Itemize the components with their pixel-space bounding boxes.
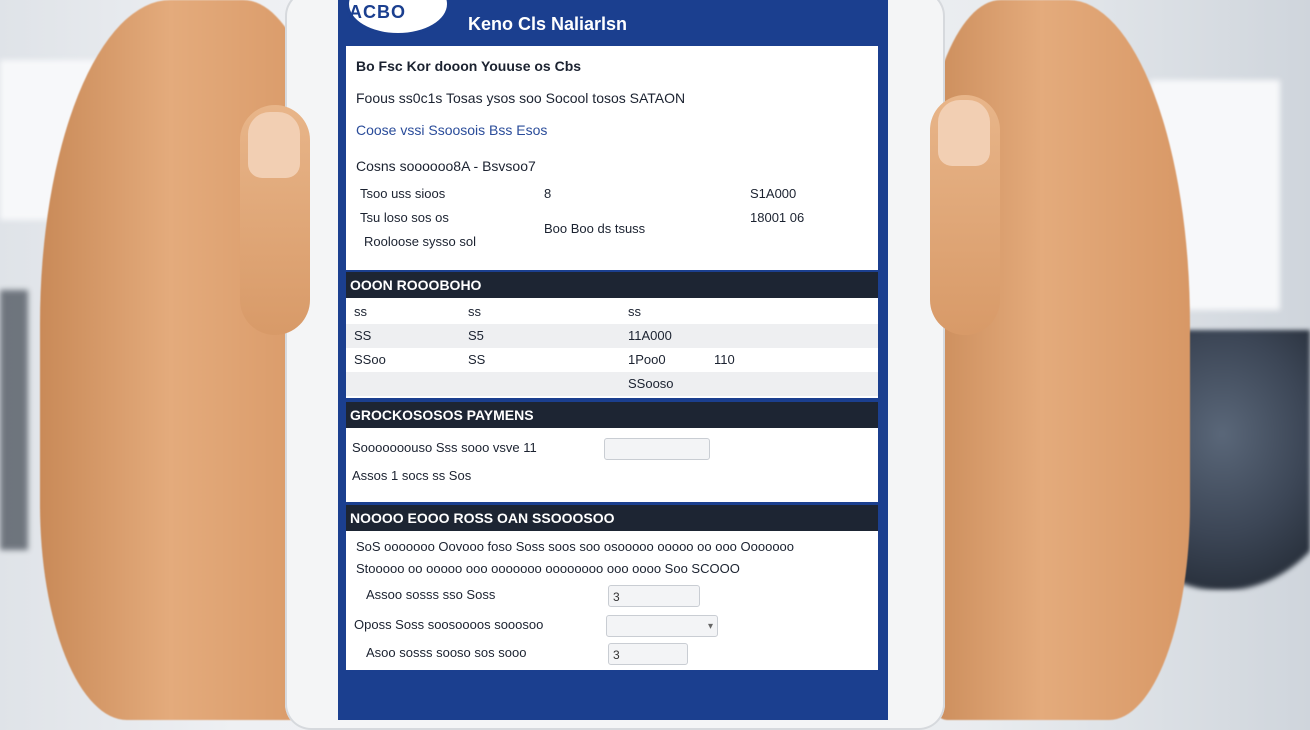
table-row [346, 324, 878, 348]
section-header: GROCKOSOSOS PAYMENS [346, 402, 878, 428]
field-label: Sooooooouso Sss sooo vsve 11 [352, 440, 537, 455]
section-header: NOOOO EOOO ROSS OAN SSOOOSOO [346, 505, 878, 531]
chevron-down-icon: ▾ [707, 621, 713, 632]
summary-heading: Bo Fsc Kor dooon Youuse os Cbs [356, 58, 582, 74]
table-cell: SS [354, 328, 372, 343]
section-header: OOON ROOOBOHO [346, 272, 878, 298]
summary-card [346, 46, 878, 270]
summary-item-mid: Boo Boo ds tsuss [544, 221, 646, 236]
right-thumbnail [938, 100, 990, 166]
background-pillar [0, 290, 28, 550]
table-cell: SSoo [354, 352, 386, 367]
brand-logo [346, 0, 450, 36]
field-label: Assoo sosss sso Soss [366, 587, 496, 602]
summary-line-3: Cosns soooooo8A - Bsvsoo7 [356, 158, 536, 174]
logo-text: ACBO [349, 2, 406, 22]
summary-item-mid: 8 [544, 186, 552, 201]
summary-line-2: Coose vssi Ssoosois Bss Esos [356, 122, 548, 138]
form-select[interactable] [606, 615, 718, 637]
details-line-2: Stooooo oo ooooo ooo ooooooo oooooooo ooo oooo Soo SCOOO [356, 561, 740, 576]
field-label: Oposs Soss soosoooos sooosoo [354, 617, 544, 632]
form-input[interactable]: 3 [608, 585, 700, 607]
table-cell: SSooso [628, 376, 674, 391]
breakdown-card [346, 272, 878, 398]
table-cell: 1Poo0 [628, 352, 666, 367]
summary-item-value: 18001 06 [750, 210, 805, 225]
table-cell: S5 [468, 328, 484, 343]
tablet-screen [338, 0, 888, 720]
left-thumbnail [248, 112, 300, 178]
table-header-row [346, 300, 878, 324]
field-label: Assos 1 socs ss Sos [352, 468, 472, 483]
summary-item-label: Tsu loso sos os [360, 210, 449, 225]
table-cell: 110 [714, 352, 735, 367]
summary-line-1: Foous ss0c1s Tosas ysos soo Socool tosos SATAON [356, 90, 686, 106]
app-header [338, 0, 888, 44]
summary-item-value: S1A000 [750, 186, 797, 201]
table-row [346, 348, 878, 372]
table-cell: SS [468, 352, 486, 367]
table-row [346, 372, 878, 396]
app-title: Keno Cls Naliarlsn [468, 14, 628, 34]
column-header: ss [628, 304, 641, 319]
summary-item-label: Tsoo uss sioos [360, 186, 446, 201]
form-input[interactable]: 3 [608, 643, 688, 665]
table-cell: 11A000 [628, 328, 672, 343]
summary-item-label: Rooloose sysso sol [364, 234, 476, 249]
column-header: ss [468, 304, 481, 319]
details-line-1: SoS ooooooo Oovooo foso Soss soos soo osooooo ooooo oo ooo Ooooooo [356, 539, 795, 554]
payment-card [346, 402, 878, 502]
payment-input[interactable] [604, 438, 710, 460]
field-label: Asoo sosss sooso sos sooo [366, 645, 527, 660]
column-header: ss [354, 304, 367, 319]
details-card [346, 505, 878, 670]
